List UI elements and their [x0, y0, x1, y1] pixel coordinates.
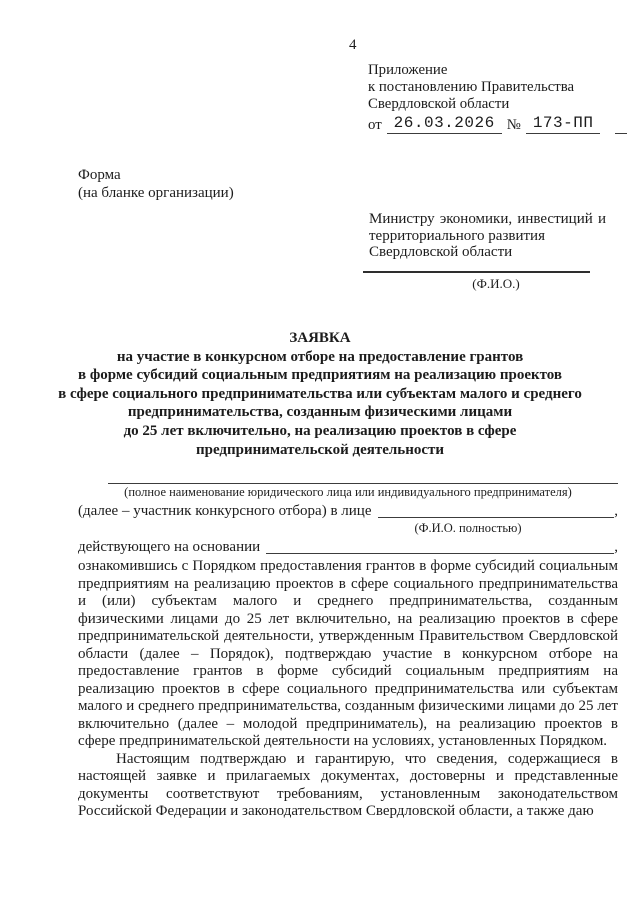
appendix-line: к постановлению Правительства: [368, 79, 575, 96]
title-line: до 25 лет включительно, на реализацию проектов в сфере: [123, 422, 517, 439]
blank-underline-stub: [615, 119, 627, 134]
fio-caption: (Ф.И.О.): [472, 276, 520, 292]
basis-row: [78, 536, 618, 556]
title-line: в форме субсидий социальным предприятиям на реализацию проектов: [77, 367, 563, 384]
decree-number-value: 173-ПП: [526, 115, 601, 134]
title-line: ЗАЯВКА: [289, 330, 351, 346]
appendix-line: Свердловской области: [368, 96, 510, 113]
in-person-row: [78, 500, 618, 520]
basis-blank-line: [266, 553, 614, 554]
decree-date-value: 26.03.2026: [387, 115, 502, 134]
addressee-block: [369, 211, 606, 293]
body-paragraph-1: ознакомившись с Порядком предоставления грантов в форме субсидий социальным предприятиям на реализацию проектов в сфере социального предпринимательства и (или) субъектам малого и среднего предпринимательства, созданным физическими лицами до 25 лет включительно, на реализацию проектов в сфере предпринимательской деятельности, утвержденным Правительством Свердловской области (далее – Порядок), подтверждаю участие в конкурсном отборе на предоставление грантов в форме субсидий социальным предприятиям на реализацию проектов в сфере социального предпринимательства или субъектам малого и среднего предпринимательства, созданным физическими лицами до 25 лет включительно (далее – молодой предприниматель), на реализацию проектов в сфере предпринимательской деятельности на условиях, установленных Порядком.: [78, 558, 618, 749]
title-line: в сфере социального предпринимательства или субъектам малого и среднего: [58, 385, 582, 402]
fio-full-caption: (Ф.И.О. полностью): [414, 521, 522, 535]
document-title: [0, 329, 640, 459]
form-note-line: Форма: [78, 167, 121, 183]
signature-rule: [363, 271, 590, 273]
trailing-comma: ,: [614, 538, 618, 555]
appendix-block: [368, 62, 627, 134]
form-note-line: (на бланке организации): [78, 184, 234, 201]
title-line: на участие в конкурсном отборе на предоставление грантов: [116, 348, 524, 365]
number-sign: №: [506, 116, 521, 133]
decree-date-row: [368, 115, 627, 134]
addressee-line: Министру экономики, инвестиций и: [369, 211, 606, 227]
trailing-comma: ,: [614, 502, 618, 519]
date-prefix: от: [368, 116, 382, 133]
in-person-blank-line: [378, 517, 615, 518]
in-person-label: (далее – участник конкурсного отбора) в лице: [78, 502, 372, 519]
addressee-line: территориального развития: [369, 227, 545, 244]
title-line: предпринимательской деятельности: [195, 441, 445, 458]
addressee-line: Свердловской области: [369, 244, 513, 261]
page-number: 4: [349, 37, 357, 53]
applicant-name-caption: (полное наименование юридического лица или индивидуального предпринимателя): [124, 485, 572, 499]
appendix-line: Приложение: [368, 62, 448, 78]
title-line: предпринимательства, созданным физическими лицами: [127, 404, 513, 421]
form-note-block: [78, 167, 234, 202]
application-form-body: [78, 477, 618, 821]
basis-label: действующего на основании: [78, 538, 261, 555]
applicant-name-rule: [108, 477, 618, 484]
body-paragraph-2: Настоящим подтверждаю и гарантирую, что сведения, содержащиеся в настоящей заявке и прилагаемых документах, достоверны и представленные документы соответствуют требованиям, установленным законодательством Российской Федерации и законодательством Свердловской области, а также даю: [78, 750, 618, 819]
